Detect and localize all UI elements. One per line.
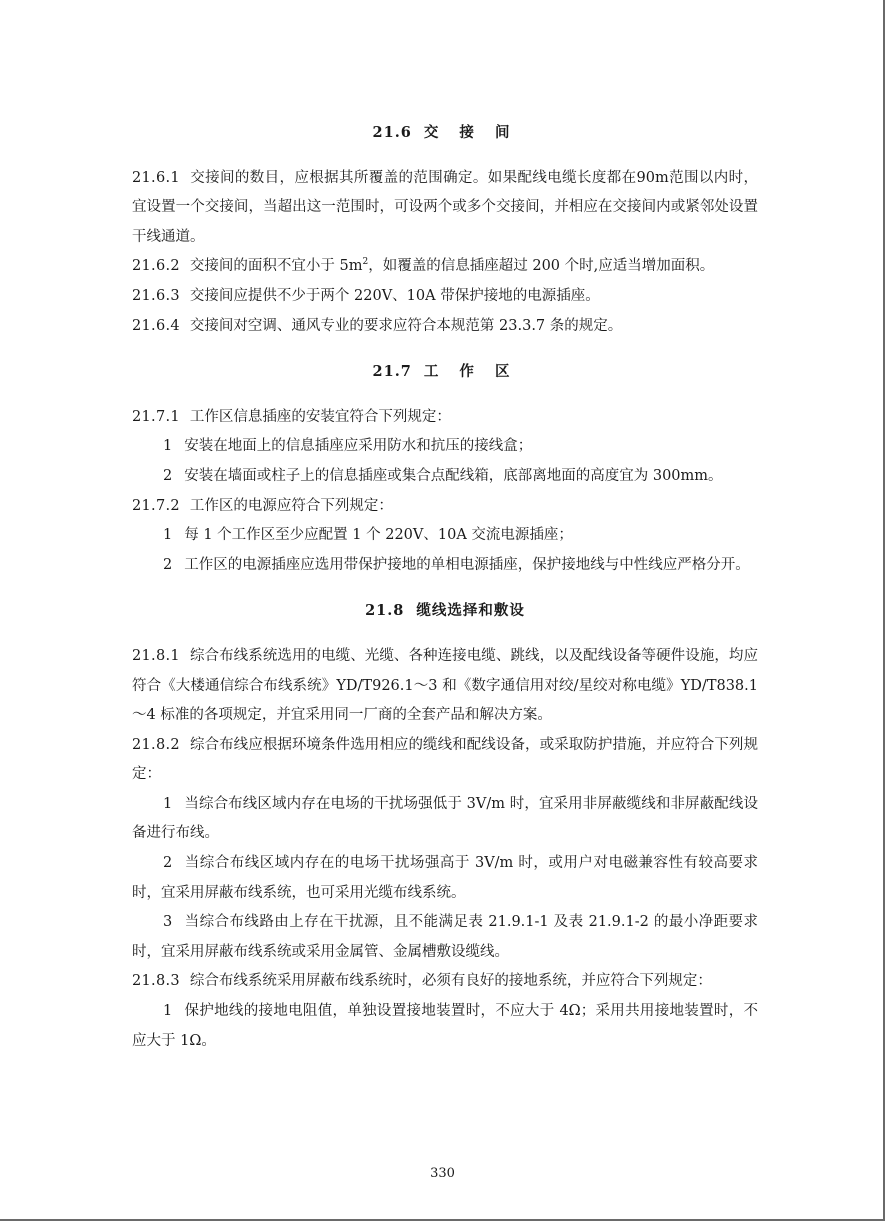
item-number: 2: [163, 855, 173, 872]
item-number: 1: [163, 1003, 173, 1020]
clause-number: 21.8.1: [132, 647, 180, 664]
section-heading-21-6: [132, 118, 758, 148]
page-number: 330: [430, 1166, 455, 1181]
clause-21-7-2: [132, 492, 758, 522]
item-text: 安装在地面上的信息插座应采用防水和抗压的接线盒；: [184, 438, 533, 455]
clause-text: 交接间对空调、通风专业的要求应符合本规范第 23.3.7 条的规定。: [189, 317, 623, 334]
clause-number: 21.6.3: [132, 287, 180, 304]
clause-21-6-3: [132, 282, 758, 312]
section-number: 21.7: [372, 363, 412, 381]
clause-number: 21.6.1: [132, 169, 180, 186]
document-body: [132, 118, 758, 1056]
item-text: 工作区的电源插座应选用带保护接地的单相电源插座，保护接地线与中性线应严格分开。: [184, 556, 750, 573]
item-text: 每 1 个工作区至少应配置 1 个 220V、10A 交流电源插座；: [184, 527, 573, 544]
list-item: [132, 790, 758, 849]
item-number: 1: [163, 527, 173, 544]
item-text: 保护地线的接地电阻值，单独设置接地装置时，不应大于 4Ω；采用共用接地装置时，不应大于 1Ω。: [132, 1003, 758, 1049]
section-title: 工 作 区: [423, 363, 518, 381]
item-text: 当综合布线区域内存在的电场干扰场强高于 3V/m 时，或用户对电磁兼容性有较高要求时，宜采用屏蔽布线系统，也可采用光缆布线系统。: [132, 855, 758, 901]
clause-text: 工作区的电源应符合下列规定：: [189, 497, 393, 514]
item-number: 2: [163, 467, 173, 484]
clause-number: 21.6.2: [132, 258, 180, 275]
clause-21-6-4: [132, 312, 758, 342]
section-title: 交 接 间: [423, 124, 518, 141]
clause-text: 综合布线系统采用屏蔽布线系统时，必须有良好的接地系统，并应符合下列规定：: [189, 973, 712, 990]
section-heading-21-7: [132, 357, 758, 387]
clause-21-6-1: [132, 164, 758, 253]
list-item: [132, 521, 758, 551]
section-number: 21.8: [365, 602, 405, 620]
list-item: [132, 908, 758, 967]
clause-21-6-2: [132, 252, 758, 282]
clause-21-8-2: [132, 731, 758, 790]
clause-21-8-3: [132, 967, 758, 997]
item-number: 2: [163, 556, 173, 573]
list-item: [132, 432, 758, 462]
list-item: [132, 551, 758, 581]
clause-text: 交接间的面积不宜小于 5m: [189, 258, 363, 275]
superscript: 2: [362, 257, 369, 268]
list-item: [132, 462, 758, 492]
item-text: 安装在墙面或柱子上的信息插座或集合点配线箱，底部离地面的高度宜为 300mm。: [184, 467, 723, 484]
clause-text: 工作区信息插座的安装宜符合下列规定：: [189, 408, 451, 425]
clause-text: 综合布线系统选用的电缆、光缆、各种连接电缆、跳线，以及配线设备等硬件设施，均应符合《大楼通信综合布线系统》YD/T926.1～3 和《数字通信用对绞/星绞对称电缆》YD/T838.1～4 标准的各项规定，并宜采用同一厂商的全套产品和解决方案。: [132, 647, 758, 724]
clause-text: 交接间的数目，应根据其所覆盖的范围确定。如果配线电缆长度都在90m范围以内时，宜设置一个交接间，当超出这一范围时，可设两个或多个交接间，并相应在交接间内或紧邻处设置干线通道。: [132, 169, 758, 245]
section-title: 缆线选择和敷设: [416, 602, 525, 620]
item-number: 1: [163, 438, 173, 455]
clause-number: 21.7.1: [132, 408, 180, 425]
item-text: 当综合布线路由上存在干扰源，且不能满足表 21.9.1-1 及表 21.9.1-2 的最小净距要求时，宜采用屏蔽布线系统或采用金属管、金属槽敷设缆线。: [132, 914, 758, 960]
clause-number: 21.8.3: [132, 973, 180, 990]
clause-text: 综合布线应根据环境条件选用相应的缆线和配线设备，或采取防护措施，并应符合下列规定：: [132, 736, 758, 783]
clause-number: 21.6.4: [132, 317, 180, 334]
item-number: 1: [163, 795, 173, 812]
clause-text-continued: ，如覆盖的信息插座超过 200 个时,应适当增加面积。: [368, 258, 715, 275]
clause-21-8-1: [132, 642, 758, 731]
clause-number: 21.8.2: [132, 736, 180, 753]
clause-text: 交接间应提供不少于两个 220V、10A 带保护接地的电源插座。: [189, 287, 600, 304]
section-heading-21-8: [132, 596, 758, 626]
item-number: 3: [163, 914, 173, 931]
section-number: 21.6: [372, 124, 412, 141]
item-text: 当综合布线区域内存在电场的干扰场强低于 3V/m 时，宜采用非屏蔽缆线和非屏蔽配线设备进行布线。: [132, 795, 758, 842]
list-item: [132, 849, 758, 908]
clause-21-7-1: [132, 403, 758, 433]
clause-number: 21.7.2: [132, 497, 180, 514]
list-item: [132, 997, 758, 1056]
